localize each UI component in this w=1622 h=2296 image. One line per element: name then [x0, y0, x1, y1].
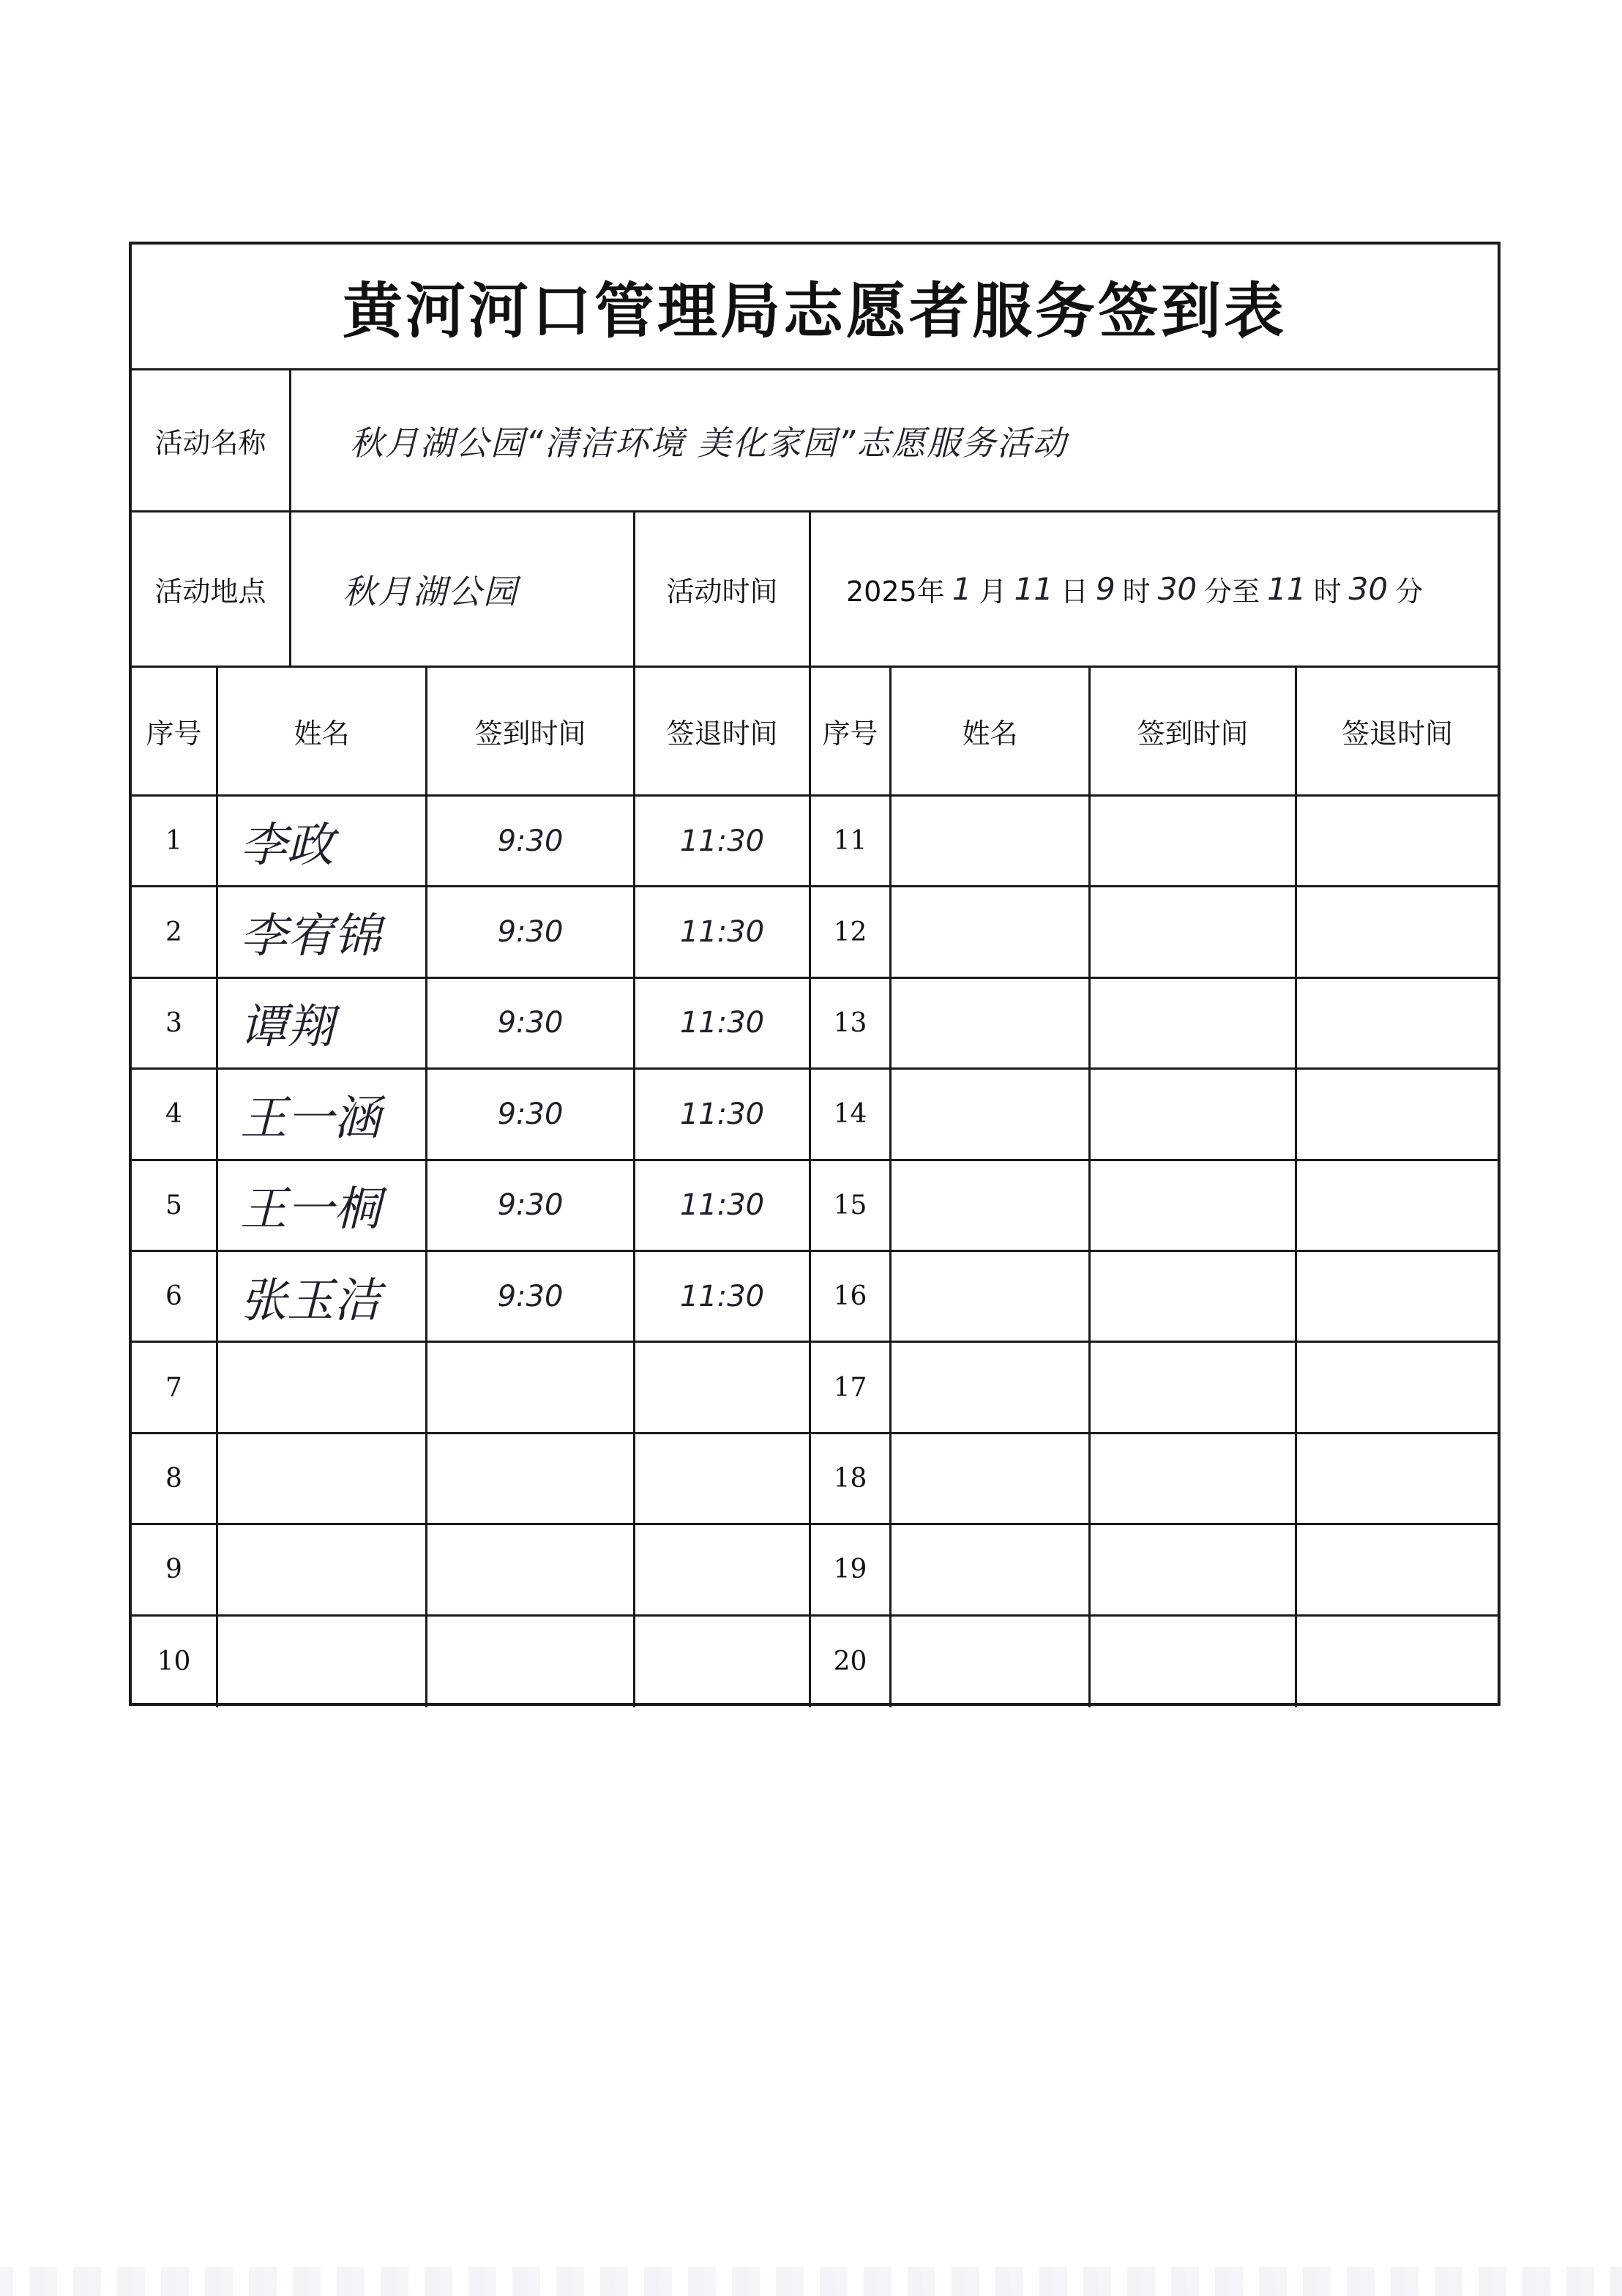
location-value: 秋月湖公园 [343, 571, 518, 611]
left-name-cell: 李政 [240, 818, 334, 873]
table-header-row [132, 668, 1498, 797]
table-row [132, 797, 1498, 887]
left-name-cell: 王一桐 [240, 1182, 381, 1237]
table-row [132, 887, 1498, 978]
right-seq-cell: 13 [833, 1007, 867, 1038]
left-seq-cell: 5 [165, 1190, 182, 1220]
table-row [132, 1434, 1498, 1525]
header-name-left: 姓名 [294, 718, 350, 750]
right-seq-cell: 18 [833, 1463, 867, 1494]
left-name-cell: 王一涵 [240, 1091, 381, 1146]
right-seq-cell: 15 [833, 1190, 867, 1220]
header-signout-right: 签退时间 [1341, 718, 1453, 750]
header-signin-right: 签到时间 [1137, 718, 1249, 750]
left-signout-time-cell: 11:30 [679, 824, 765, 858]
left-seq-cell: 7 [165, 1372, 182, 1403]
time-year: 2025年 [846, 575, 945, 608]
activity-name-value: 秋月湖公园“清洁环境 美化家园”志愿服务活动 [350, 422, 1068, 463]
left-seq-cell: 3 [165, 1007, 182, 1038]
left-seq-cell: 6 [165, 1281, 182, 1312]
table-row [132, 1343, 1498, 1434]
right-seq-cell: 11 [833, 826, 867, 857]
activity-name-row [132, 370, 1498, 512]
title-row [132, 245, 1498, 370]
left-signin-time-cell: 9:30 [497, 1188, 564, 1223]
left-signin-time-cell: 9:30 [497, 1279, 564, 1313]
time-month-unit: 月 [979, 575, 1007, 608]
activity-time [811, 512, 1498, 666]
table-row [132, 979, 1498, 1070]
time-label: 活动时间 [666, 575, 778, 608]
left-signout-time-cell: 11:30 [679, 1188, 765, 1223]
location-time-row [132, 512, 1498, 668]
header-name-right: 姓名 [962, 718, 1018, 750]
location-label: 活动地点 [154, 575, 266, 608]
header-signout-left: 签退时间 [666, 718, 778, 750]
left-signout-time-cell: 11:30 [679, 1279, 765, 1313]
left-seq-cell: 10 [157, 1647, 191, 1677]
left-name-cell: 谭翔 [240, 1000, 334, 1055]
header-signin-left: 签到时间 [474, 718, 586, 750]
time-hour-unit-1: 时 [1122, 575, 1151, 608]
left-signout-time-cell: 11:30 [679, 915, 765, 950]
left-seq-cell: 4 [165, 1099, 182, 1130]
header-seq-right: 序号 [822, 718, 878, 750]
header-seq-left: 序号 [146, 718, 202, 750]
time-end-hour: 11 [1267, 571, 1307, 607]
right-seq-cell: 19 [833, 1554, 867, 1585]
left-name-cell: 李宥锦 [240, 909, 381, 964]
right-seq-cell: 12 [833, 917, 867, 947]
right-seq-cell: 16 [833, 1281, 867, 1312]
left-seq-cell: 1 [165, 826, 182, 857]
left-seq-cell: 2 [165, 917, 182, 947]
left-signin-time-cell: 9:30 [497, 1006, 564, 1040]
table-row [132, 1252, 1498, 1343]
scan-edge [0, 2267, 1622, 2296]
left-signin-time-cell: 9:30 [497, 824, 564, 858]
time-day: 11 [1014, 571, 1053, 607]
activity-name-label: 活动名称 [154, 427, 266, 459]
right-seq-cell: 17 [833, 1372, 867, 1403]
table-row [132, 1161, 1498, 1252]
sign-in-sheet [129, 242, 1500, 1706]
left-signin-time-cell: 9:30 [497, 1097, 564, 1131]
right-seq-cell: 14 [833, 1099, 867, 1130]
table-row [132, 1525, 1498, 1616]
time-month: 1 [952, 571, 972, 607]
right-seq-cell: 20 [833, 1647, 867, 1677]
left-signout-time-cell: 11:30 [679, 1097, 765, 1131]
left-seq-cell: 9 [165, 1554, 182, 1585]
page-title: 黄河河口管理局志愿者服务签到表 [342, 276, 1287, 346]
left-signin-time-cell: 9:30 [497, 915, 564, 950]
time-start-hour: 9 [1095, 571, 1115, 607]
time-hour-unit-2: 时 [1313, 575, 1342, 608]
time-end-min: 30 [1348, 571, 1389, 607]
left-seq-cell: 8 [165, 1463, 182, 1494]
left-name-cell: 张玉洁 [240, 1273, 381, 1328]
time-min-unit: 分 [1395, 575, 1424, 608]
table-row [132, 1070, 1498, 1160]
left-signout-time-cell: 11:30 [679, 1006, 765, 1040]
table-row [132, 1617, 1498, 1707]
time-day-unit: 日 [1060, 575, 1088, 608]
time-start-min: 30 [1157, 571, 1197, 607]
time-to: 分至 [1204, 575, 1260, 608]
